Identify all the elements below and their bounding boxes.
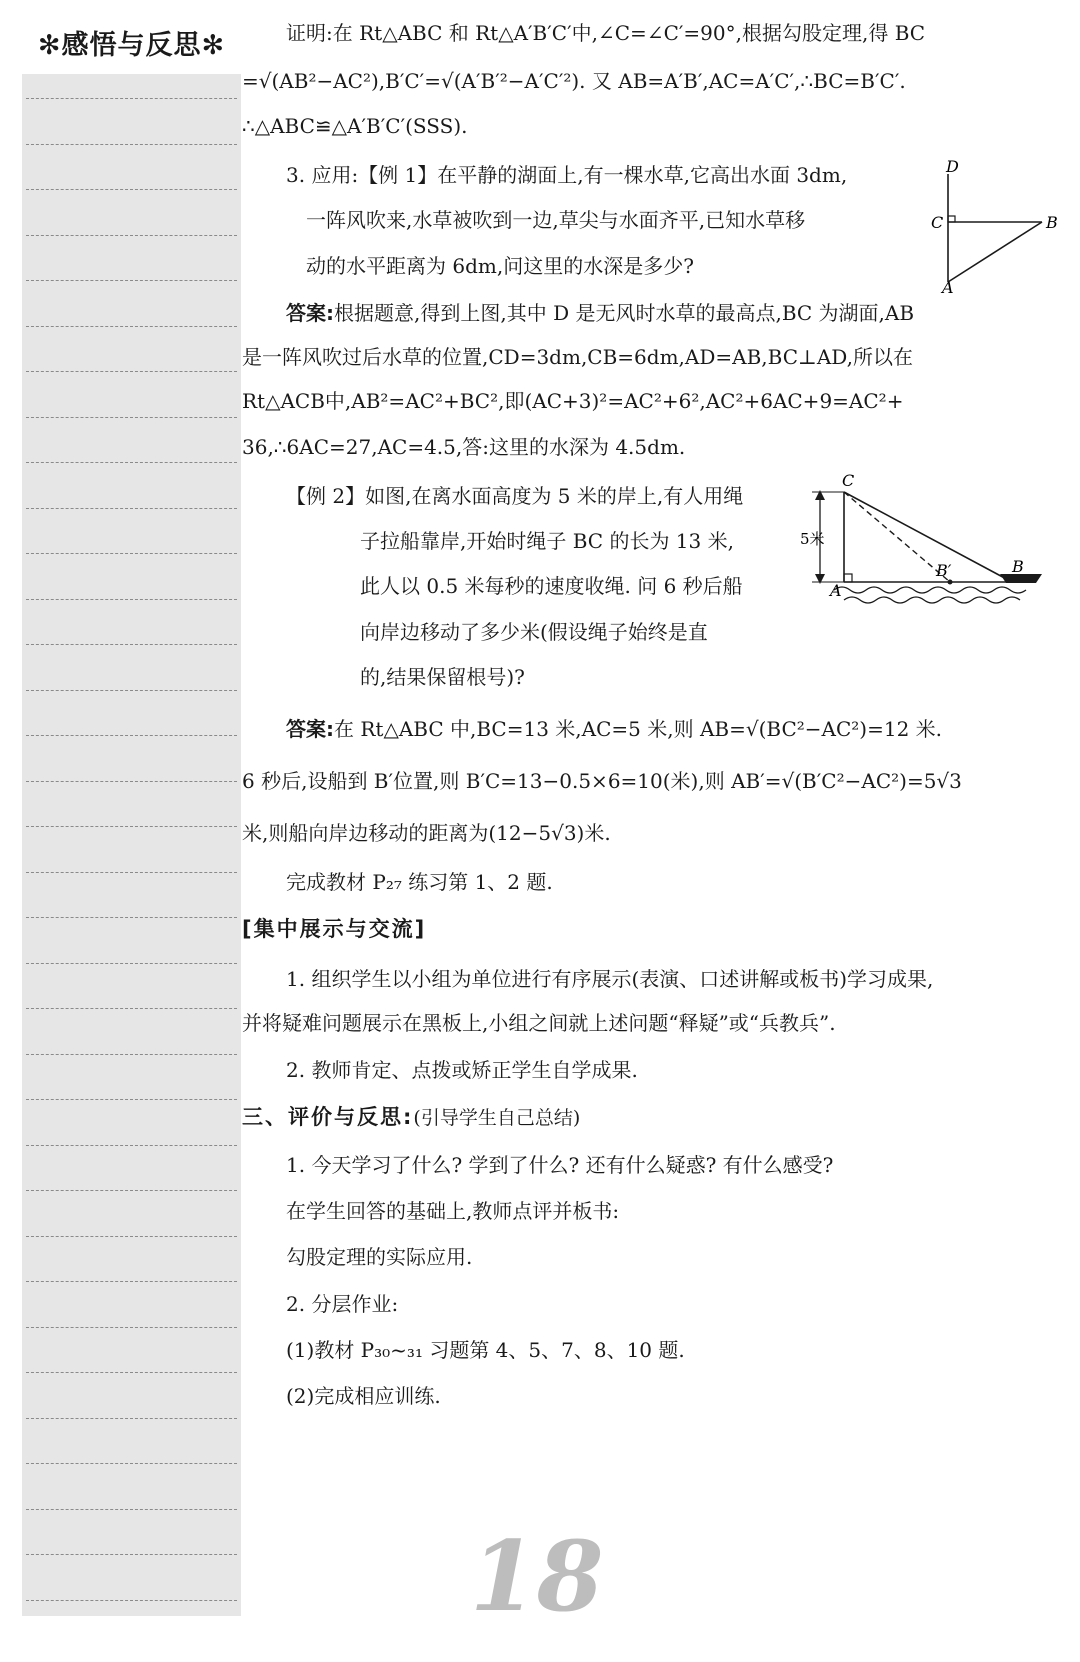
note-line: [26, 1008, 237, 1009]
eval-line-6: (2)完成相应训练.: [286, 1384, 441, 1408]
note-line: [26, 1190, 237, 1191]
fig1-label-d: D: [946, 160, 959, 176]
example2-line-2: 子拉船靠岸,开始时绳子 BC 的长为 13 米,: [360, 529, 734, 553]
answer1-line-4: 36,∴6AC=27,AC=4.5,答:这里的水深为 4.5dm.: [242, 435, 686, 459]
section-show-heading: [集中展示与交流]: [242, 917, 427, 941]
example1-line-2: 一阵风吹来,水草被吹到一边,草尖与水面齐平,已知水草移: [306, 208, 806, 232]
answer1-line-3: Rt△ACB中,AB²=AC²+BC²,即(AC+3)²=AC²+6²,AC²+6AC+9=AC²+: [242, 389, 904, 413]
answer1-line-1: [286, 300, 914, 326]
fig1-right-angle-mark: [948, 216, 955, 222]
eval-line-3: 勾股定理的实际应用.: [286, 1245, 473, 1269]
fig1-label-b: B: [1046, 213, 1058, 232]
example1-line-3: 动的水平距离为 6dm,问这里的水深是多少?: [306, 254, 694, 278]
section-eval-heading: [242, 1104, 580, 1131]
proof-line-3: ∴△ABC≌△A′B′C′(SSS).: [242, 114, 468, 138]
note-line: [26, 690, 237, 691]
note-line: [26, 1054, 237, 1055]
note-line: [26, 508, 237, 509]
note-line: [26, 235, 237, 236]
eval-line-2: 在学生回答的基础上,教师点评并板书:: [286, 1199, 620, 1223]
fig2-right-angle-mark: [844, 574, 852, 582]
page-number: 18: [470, 1520, 604, 1633]
note-line: [26, 1600, 237, 1601]
eval-line-5: (1)教材 P₃₀~₃₁ 习题第 4、5、7、8、10 题.: [286, 1338, 685, 1362]
note-line: [26, 326, 237, 327]
fig1-label-c: C: [931, 213, 944, 232]
fig1-label-a: A: [942, 278, 954, 295]
note-line: [26, 280, 237, 281]
note-line: [26, 1099, 237, 1100]
answer2-line-2: 6 秒后,设船到 B′位置,则 B′C=13−0.5×6=10(米),则 AB′=√(B′C²−AC²)=5√3: [242, 769, 962, 793]
sidebar-title: ✻感悟与反思✻: [22, 18, 241, 74]
answer2-line-1: [286, 716, 942, 742]
answer1-line-2: 是一阵风吹过后水草的位置,CD=3dm,CB=6dm,AD=AB,BC⊥AD,所以在: [242, 345, 913, 369]
note-line: [26, 144, 237, 145]
show-line-1: 1. 组织学生以小组为单位进行有序展示(表演、口述讲解或板书)学习成果,: [286, 967, 934, 991]
fig2-waves: [834, 587, 1026, 603]
note-line: [26, 189, 237, 190]
note-line: [26, 1327, 237, 1328]
section-eval-note: (引导学生自己总结): [413, 1107, 581, 1129]
answer2-label: 答案:: [286, 717, 334, 741]
note-line: [26, 1372, 237, 1373]
fig2-label-height: 5米: [800, 530, 825, 548]
note-line: [26, 917, 237, 918]
fig2-label-bprime: B′: [936, 561, 952, 580]
fig2-rope-cbprime: [844, 492, 950, 582]
note-line: [26, 599, 237, 600]
eval-line-4: 2. 分层作业:: [286, 1292, 399, 1316]
fig2-label-b: B: [1012, 557, 1024, 576]
note-line: [26, 1554, 237, 1555]
show-line-2: 并将疑难问题展示在黑板上,小组之间就上述问题“释疑”或“兵教兵”.: [242, 1011, 836, 1035]
note-line: [26, 553, 237, 554]
answer1-text-1: 根据题意,得到上图,其中 D 是无风时水草的最高点,BC 为湖面,AB: [334, 301, 915, 325]
eval-line-1: 1. 今天学习了什么? 学到了什么? 还有什么疑惑? 有什么感受?: [286, 1153, 834, 1177]
note-lines: [22, 18, 241, 1616]
fig2-label-a: A: [830, 581, 842, 600]
example1-line-1: 3. 应用:【例 1】在平静的湖面上,有一棵水草,它高出水面 3dm,: [286, 163, 848, 187]
example2-line-1: 【例 2】如图,在离水面高度为 5 米的岸上,有人用绳: [286, 484, 744, 508]
example2-line-5: 的,结果保留根号)?: [360, 665, 525, 689]
answer1-label: 答案:: [286, 301, 334, 325]
note-line: [26, 1509, 237, 1510]
answer2-line-3: 米,则船向岸边移动的距离为(12−5√3)米.: [242, 821, 611, 845]
fig2-point-bprime: [948, 580, 953, 585]
note-line: [26, 826, 237, 827]
proof-line-2: =√(AB²−AC²),B′C′=√(A′B′²−A′C′²). 又 AB=A′B′,AC=A′C′,∴BC=B′C′.: [242, 69, 906, 93]
fig2-rope-cb: [844, 492, 1012, 582]
note-line: [26, 1463, 237, 1464]
note-line: [26, 371, 237, 372]
proof-line-1: 证明:在 Rt△ABC 和 Rt△A′B′C′中,∠C=∠C′=90°,根据勾股定理,得 BC: [286, 21, 926, 45]
note-line: [26, 1281, 237, 1282]
note-line: [26, 417, 237, 418]
note-line: [26, 644, 237, 645]
homework-line: 完成教材 P₂₇ 练习第 1、2 题.: [286, 870, 553, 894]
answer2-text-1: 在 Rt△ABC 中,BC=13 米,AC=5 米,则 AB=√(BC²−AC²)=12 米.: [334, 717, 943, 741]
example2-line-4: 向岸边移动了多少米(假设绳子始终是直: [360, 620, 708, 644]
example2-line-3: 此人以 0.5 米每秒的速度收绳. 问 6 秒后船: [360, 574, 743, 598]
note-line: [26, 872, 237, 873]
fig1-segment-ab: [948, 222, 1042, 282]
note-line: [26, 98, 237, 99]
note-line: [26, 1236, 237, 1237]
note-line: [26, 462, 237, 463]
reflection-sidebar: [22, 18, 241, 1616]
note-line: [26, 1145, 237, 1146]
figure-boat-rope: [800, 470, 1060, 630]
note-line: [26, 781, 237, 782]
show-line-3: 2. 教师肯定、点拨或矫正学生自学成果.: [286, 1058, 638, 1082]
note-line: [26, 963, 237, 964]
figure-water-grass: [920, 160, 1060, 295]
note-line: [26, 1418, 237, 1419]
section-eval-title: 三、评价与反思:: [242, 1105, 414, 1129]
note-line: [26, 735, 237, 736]
fig2-label-c: C: [842, 471, 855, 490]
